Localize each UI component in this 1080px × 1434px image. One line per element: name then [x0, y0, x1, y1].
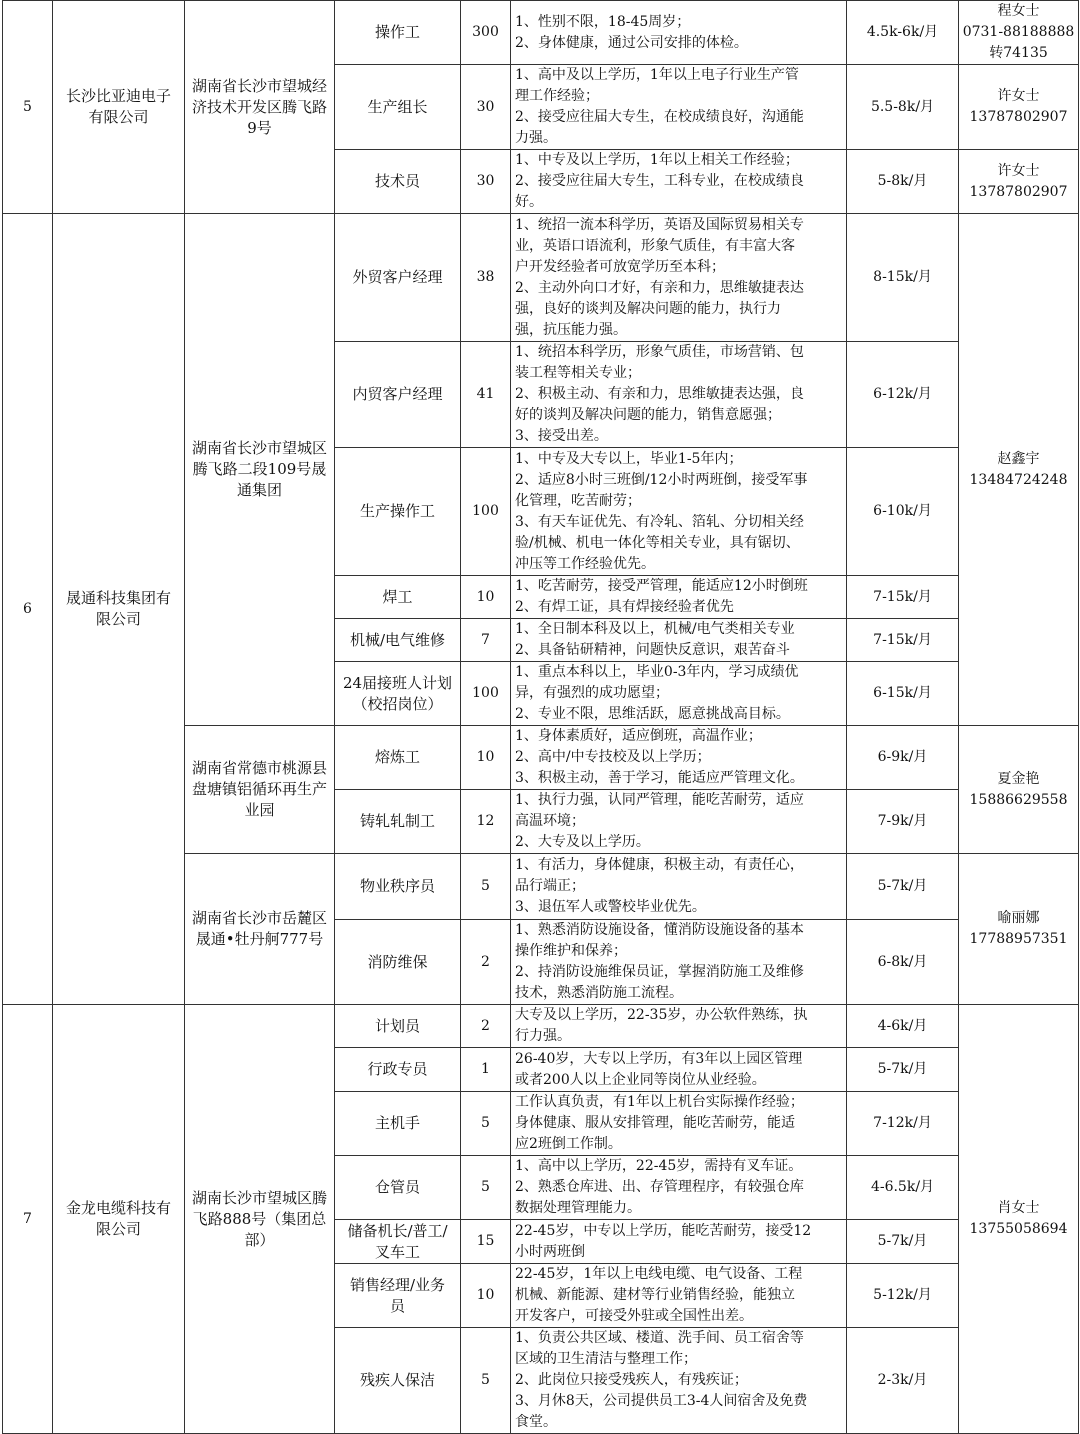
address-cell: 湖南省长沙市望城经 济技术开发区腾飞路 9号 [185, 1, 335, 214]
contact-name: 许女士 [997, 162, 1040, 179]
requirement-line: 开发客户，可接受外驻或全国性出差。 [515, 1308, 753, 1324]
contact-phone: 13787802907 [969, 109, 1068, 125]
position-cell: 铸轧轧制工 [335, 790, 461, 854]
headcount-cell: 5 [461, 854, 511, 920]
position-cell: 主机手 [335, 1092, 461, 1156]
position-cell: 焊工 [335, 576, 461, 619]
requirements-cell [511, 1264, 847, 1328]
requirement-line: 2、大专及以上学历。 [515, 834, 650, 850]
contact-cell [959, 726, 1079, 854]
contact-phone: 13787802907 [969, 183, 1068, 200]
requirement-line: 1、中专及大专以上，毕业1-5年内； [515, 450, 743, 467]
salary-cell: 4-6k/月 [847, 1005, 959, 1048]
requirement-line: 1、全日制本科及以上，机械/电气类相关专业 [515, 621, 795, 637]
headcount-cell: 300 [461, 1, 511, 65]
table-row [3, 1, 1079, 65]
requirement-line: 强，抗压能力强。 [515, 321, 627, 338]
requirement-line: 1、熟悉消防设施设备，懂消防设施设备的基本 [515, 922, 804, 938]
position-cell: 生产组长 [335, 65, 461, 150]
requirement-line: 1、高中以上学历，22-45岁，需持有叉车证。 [515, 1158, 803, 1174]
salary-cell: 7-9k/月 [847, 790, 959, 854]
requirement-line: 2、接受应往届大专生，工科专业，在校成绩良 [515, 173, 804, 189]
requirement-line: 冲压等工作经验优先。 [515, 555, 655, 572]
salary-cell: 6-8k/月 [847, 920, 959, 1005]
requirement-line: 1、中专及以上学历，1年以上相关工作经验； [515, 152, 799, 168]
requirement-line: 1、执行力强，认同严管理，能吃苦耐劳，适应 [515, 792, 804, 808]
requirement-line: 3、有天车证优先、有冷轧、箔轧、分切相关经 [515, 513, 804, 530]
requirement-line: 户开发经验者可放宽学历至本科； [515, 258, 725, 275]
requirements-cell [511, 214, 847, 342]
requirements-cell [511, 150, 847, 214]
requirement-line: 高温环境； [515, 813, 585, 829]
requirement-line: 化管理，吃苦耐劳； [515, 492, 641, 509]
salary-cell: 7-15k/月 [847, 576, 959, 619]
requirement-line: 工作认真负责，有1年以上机台实际操作经验； [515, 1094, 804, 1110]
requirement-line: 区域的卫生清洁与整理工作； [515, 1351, 697, 1367]
row-index-cell: 7 [3, 1005, 53, 1434]
requirements-cell [511, 1092, 847, 1156]
requirement-line: 1、身体素质好，适应倒班，高温作业； [515, 728, 762, 744]
contact-name: 肖女士 [997, 1200, 1040, 1216]
requirement-line: 机械、新能源、建材等行业销售经验，能独立 [515, 1287, 795, 1303]
requirement-line: 操作维护和保养； [515, 943, 627, 959]
position-cell: 行政专员 [335, 1048, 461, 1092]
requirement-line: 1、吃苦耐劳，接受严管理，能适应12小时倒班 [515, 578, 808, 594]
table-row [3, 214, 1079, 342]
contact-name: 赵鑫宇 [997, 450, 1040, 467]
contact-name: 喻丽娜 [997, 910, 1040, 926]
requirement-line: 强，良好的谈判及解决问题的能力，执行力 [515, 300, 781, 317]
table-body [3, 1, 1079, 1434]
requirement-line: 1、负责公共区域、楼道、洗手间、员工宿舍等 [515, 1330, 804, 1346]
requirement-line: 22-45岁，中专以上学历，能吃苦耐劳，接受12 [515, 1222, 812, 1239]
headcount-cell: 1 [461, 1048, 511, 1092]
requirement-line: 小时两班倒 [515, 1243, 585, 1260]
headcount-cell: 10 [461, 726, 511, 790]
requirement-line: 大专及以上学历，22-35岁，办公软件熟练，执 [515, 1007, 808, 1023]
headcount-cell: 38 [461, 214, 511, 342]
headcount-cell: 15 [461, 1220, 511, 1264]
requirement-line: 验/机械、机电一体化等相关专业，具有锯切、 [515, 534, 800, 551]
requirements-cell [511, 790, 847, 854]
position-cell: 操作工 [335, 1, 461, 65]
requirement-line: 好的谈判及解决问题的能力，销售意愿强； [515, 407, 781, 423]
requirement-line: 身体健康、服从安排管理，能吃苦耐劳，能适 [515, 1115, 795, 1131]
address-cell: 湖南省长沙市岳麓区 晟通•牡丹舸777号 [185, 854, 335, 1005]
contact-name: 夏金艳 [997, 770, 1040, 787]
requirement-line: 应2班倒工作制。 [515, 1136, 622, 1152]
contact-name: 程女士 [997, 3, 1040, 19]
row-index-cell: 6 [3, 214, 53, 1005]
salary-cell: 5-8k/月 [847, 150, 959, 214]
requirement-line: 2、适应8小时三班倒/12小时两班倒，接受军事 [515, 471, 808, 488]
requirement-line: 22-45岁，1年以上电线电缆、电气设备、工程 [515, 1266, 803, 1282]
contact-cell [959, 1005, 1079, 1434]
salary-cell: 5.5-8k/月 [847, 65, 959, 150]
contact-cell [959, 854, 1079, 1005]
contact-cell [959, 150, 1079, 214]
requirement-line: 1、统招一流本科学历，英语及国际贸易相关专 [515, 216, 804, 233]
requirement-line: 理工作经验； [515, 88, 599, 104]
requirement-line: 1、重点本科以上，毕业0-3年内，学习成绩优 [515, 664, 799, 680]
requirement-line: 2、高中/中专技校及以上学历； [515, 749, 711, 765]
salary-cell: 6-15k/月 [847, 662, 959, 726]
salary-cell: 6-10k/月 [847, 448, 959, 576]
requirement-line: 品行端正； [515, 878, 585, 894]
requirement-line: 业，英语口语流利，形象气质佳，有丰富大客 [515, 237, 795, 254]
position-cell: 销售经理/业务 员 [335, 1264, 461, 1328]
requirements-cell [511, 342, 847, 448]
row-index-cell: 5 [3, 1, 53, 214]
requirements-cell [511, 576, 847, 619]
headcount-cell: 5 [461, 1156, 511, 1220]
requirements-cell [511, 1, 847, 65]
contact-phone: 13484724248 [969, 471, 1068, 488]
requirement-line: 2、有焊工证，具有焊接经验者优先 [515, 599, 734, 615]
requirement-line: 2、此岗位只接受残疾人，有残疾证； [515, 1372, 748, 1388]
headcount-cell: 30 [461, 150, 511, 214]
address-cell: 湖南长沙市望城区腾 飞路888号（集团总 部） [185, 1005, 335, 1434]
position-cell: 残疾人保洁 [335, 1328, 461, 1434]
requirements-cell [511, 1005, 847, 1048]
contact-cell [959, 65, 1079, 150]
requirements-cell [511, 1048, 847, 1092]
company-name-cell: 长沙比亚迪电子 有限公司 [53, 1, 185, 214]
position-cell: 仓管员 [335, 1156, 461, 1220]
position-cell: 内贸客户经理 [335, 342, 461, 448]
address-cell: 湖南省常德市桃源县 盘塘镇铝循环再生产 业园 [185, 726, 335, 854]
salary-cell: 5-7k/月 [847, 1220, 959, 1264]
company-name-cell: 晟通科技集团有 限公司 [53, 214, 185, 1005]
address-cell: 湖南省长沙市望城区 腾飞路二段109号晟 通集团 [185, 214, 335, 726]
contact-phone: 15886629558 [969, 791, 1068, 808]
requirement-line: 1、有活力，身体健康，积极主动，有责任心， [515, 857, 804, 873]
position-cell: 机械/电气维修 [335, 619, 461, 662]
requirement-line: 数据处理管理能力。 [515, 1200, 641, 1216]
requirement-line: 2、积极主动、有亲和力，思维敏捷表达强，良 [515, 386, 804, 402]
contact-phone: 17788957351 [969, 931, 1068, 947]
requirement-line: 3、接受出差。 [515, 428, 608, 444]
headcount-cell: 100 [461, 662, 511, 726]
headcount-cell: 100 [461, 448, 511, 576]
requirement-line: 装工程等相关专业； [515, 365, 641, 381]
recruitment-table [2, 0, 1079, 1434]
requirements-cell [511, 448, 847, 576]
position-cell: 物业秩序员 [335, 854, 461, 920]
salary-cell: 5-7k/月 [847, 854, 959, 920]
salary-cell: 6-12k/月 [847, 342, 959, 448]
position-cell: 生产操作工 [335, 448, 461, 576]
requirement-line: 食堂。 [515, 1414, 557, 1430]
position-cell: 外贸客户经理 [335, 214, 461, 342]
requirements-cell [511, 726, 847, 790]
position-cell: 计划员 [335, 1005, 461, 1048]
headcount-cell: 2 [461, 1005, 511, 1048]
salary-cell: 6-9k/月 [847, 726, 959, 790]
table-row [3, 1005, 1079, 1048]
headcount-cell: 12 [461, 790, 511, 854]
requirement-line: 1、性别不限，18-45周岁； [515, 13, 691, 30]
contact-cell [959, 214, 1079, 726]
requirements-cell [511, 1156, 847, 1220]
requirements-cell [511, 65, 847, 150]
requirement-line: 1、统招本科学历，形象气质佳，市场营销、包 [515, 344, 804, 360]
contact-phone: 0731-88188888 转74135 [962, 24, 1075, 61]
salary-cell: 5-12k/月 [847, 1264, 959, 1328]
requirement-line: 3、月休8天，公司提供员工3-4人间宿舍及免费 [515, 1393, 808, 1409]
position-cell: 熔炼工 [335, 726, 461, 790]
requirement-line: 力强。 [515, 130, 557, 146]
requirement-line: 2、身体健康，通过公司安排的体检。 [515, 34, 748, 51]
position-cell: 技术员 [335, 150, 461, 214]
requirement-line: 2、专业不限，思维活跃，愿意挑战高目标。 [515, 706, 790, 722]
headcount-cell: 41 [461, 342, 511, 448]
salary-cell: 5-7k/月 [847, 1048, 959, 1092]
requirement-line: 2、接受应往届大专生，在校成绩良好，沟通能 [515, 109, 804, 125]
requirement-line: 2、持消防设施维保员证，掌握消防施工及维修 [515, 964, 804, 980]
requirement-line: 好。 [515, 194, 543, 210]
salary-cell: 2-3k/月 [847, 1328, 959, 1434]
requirement-line: 3、积极主动，善于学习，能适应严管理文化。 [515, 770, 804, 786]
requirement-line: 26-40岁，大专以上学历，有3年以上园区管理 [515, 1050, 803, 1067]
requirement-line: 或者200人以上企业同等岗位从业经验。 [515, 1071, 766, 1088]
position-cell: 24届接班人计划 （校招岗位） [335, 662, 461, 726]
contact-cell [959, 1, 1079, 65]
salary-cell: 4.5k-6k/月 [847, 1, 959, 65]
requirement-line: 2、具备钻研精神，问题快反意识，艰苦奋斗 [515, 642, 790, 658]
requirements-cell [511, 1220, 847, 1264]
requirement-line: 技术，熟悉消防施工流程。 [515, 985, 683, 1001]
salary-cell: 4-6.5k/月 [847, 1156, 959, 1220]
requirement-line: 行力强。 [515, 1028, 571, 1044]
requirements-cell [511, 619, 847, 662]
position-cell: 储备机长/普工/ 叉车工 [335, 1220, 461, 1264]
requirement-line: 2、主动外向口才好，有亲和力，思维敏捷表达 [515, 279, 804, 296]
headcount-cell: 5 [461, 1328, 511, 1434]
contact-phone: 13755058694 [969, 1221, 1068, 1237]
headcount-cell: 10 [461, 576, 511, 619]
headcount-cell: 2 [461, 920, 511, 1005]
requirement-line: 1、高中及以上学历，1年以上电子行业生产管 [515, 67, 799, 83]
headcount-cell: 7 [461, 619, 511, 662]
salary-cell: 7-12k/月 [847, 1092, 959, 1156]
position-cell: 消防维保 [335, 920, 461, 1005]
requirements-cell [511, 1328, 847, 1434]
requirements-cell [511, 920, 847, 1005]
requirements-cell [511, 662, 847, 726]
headcount-cell: 5 [461, 1092, 511, 1156]
requirement-line: 2、熟悉仓库进、出、存管理程序，有较强仓库 [515, 1179, 804, 1195]
headcount-cell: 30 [461, 65, 511, 150]
requirements-cell [511, 854, 847, 920]
salary-cell: 7-15k/月 [847, 619, 959, 662]
requirement-line: 异，有强烈的成功愿望； [515, 685, 669, 701]
headcount-cell: 10 [461, 1264, 511, 1328]
salary-cell: 8-15k/月 [847, 214, 959, 342]
contact-name: 许女士 [997, 88, 1040, 104]
requirement-line: 3、退伍军人或警校毕业优先。 [515, 899, 706, 915]
company-name-cell: 金龙电缆科技有 限公司 [53, 1005, 185, 1434]
